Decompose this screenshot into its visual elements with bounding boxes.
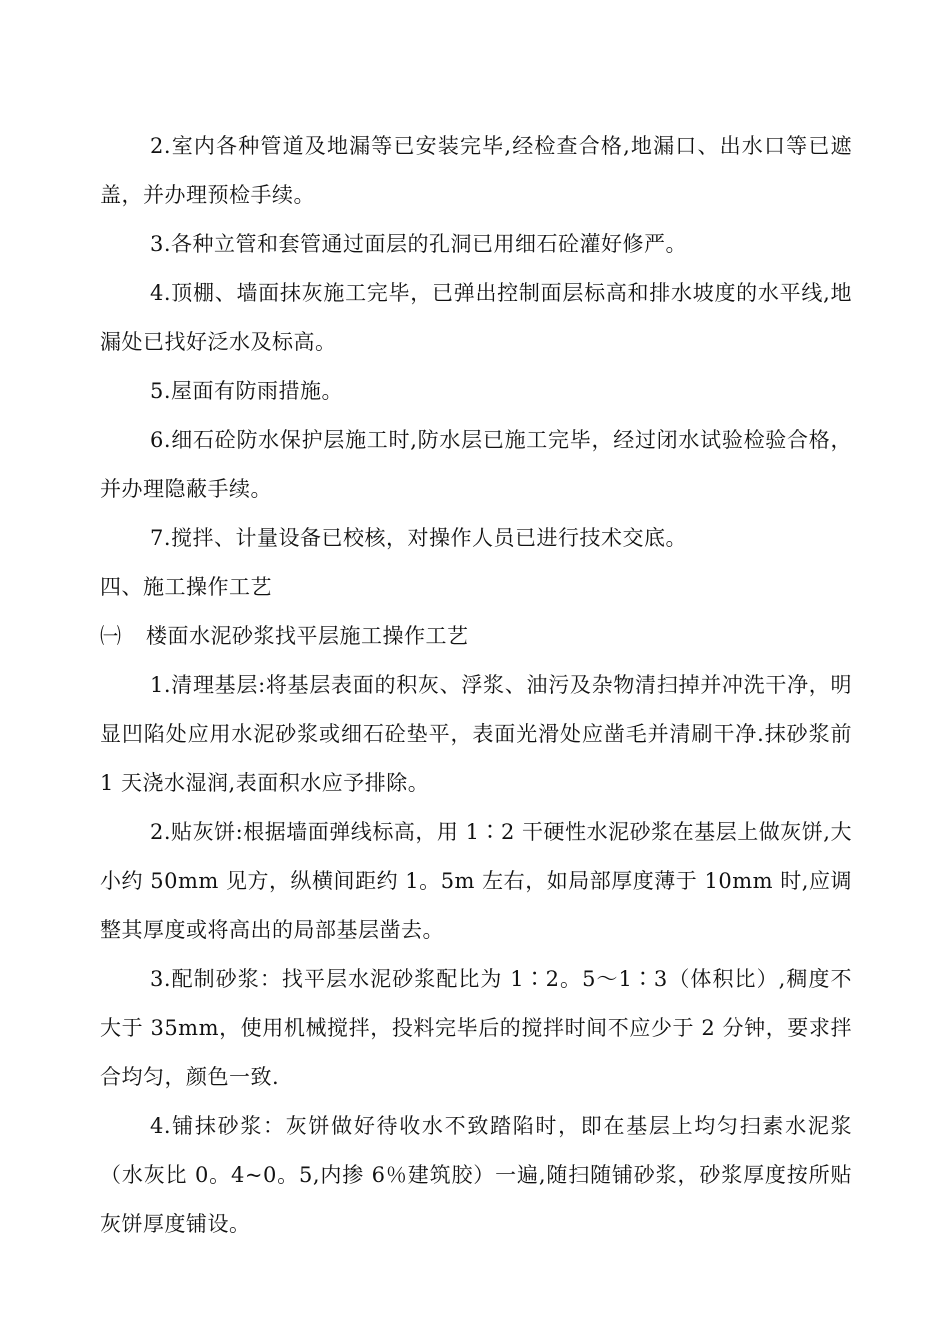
paragraph-step-1: 1.清理基层:将基层表面的积灰、浮浆、油污及杂物清扫掉并冲洗干净，明显凹陷处应用水泥砂浆或细石砼垫平，表面光滑处应凿毛并清刷干净.抹砂浆前 1 天浇水湿润,表面积水应予排除。: [100, 673, 852, 795]
paragraph-step-2: 2.贴灰饼:根据墙面弹线标高，用 1∶2 干硬性水泥砂浆在基层上做灰饼,大小约 50mm 见方，纵横间距约 1。5m 左右，如局部厚度薄于 10mm 时,应调整其厚度或将高出的局部基层凿去。: [100, 820, 852, 942]
subsection-title: 楼面水泥砂浆找平层施工操作工艺: [146, 624, 469, 648]
paragraph-prep-3: 3.各种立管和套管通过面层的孔洞已用细石砼灌好修严。: [150, 232, 688, 256]
document-body: [100, 122, 852, 1249]
paragraph-prep-2: 2.室内各种管道及地漏等已安装完毕,经检查合格,地漏口、出水口等已遮盖，并办理预检手续。: [100, 134, 852, 207]
subsection-heading: [100, 612, 852, 661]
paragraph-step-3: 3.配制砂浆：找平层水泥砂浆配比为 1∶2。5～1∶3（体积比）,稠度不大于 35mm，使用机械搅拌，投料完毕后的搅拌时间不应少于 2 分钟，要求拌合均匀，颜色一致.: [100, 967, 852, 1089]
paragraph-prep-4: 4.顶棚、墙面抹灰施工完毕，已弹出控制面层标高和排水坡度的水平线,地漏处已找好泛水及标高。: [100, 281, 852, 354]
paragraph-prep-7: 7.搅拌、计量设备已校核，对操作人员已进行技术交底。: [150, 526, 688, 550]
subsection-marker: ㈠: [100, 624, 122, 648]
paragraph-prep-5: 5.屋面有防雨措施。: [150, 379, 344, 403]
paragraph-step-4: 4.铺抹砂浆：灰饼做好待收水不致踏陷时，即在基层上均匀扫素水泥浆（水灰比 0。4~0。5,内掺 6％建筑胶）一遍,随扫随铺砂浆，砂浆厚度按所贴灰饼厚度铺设。: [100, 1114, 852, 1236]
section-heading: 四、施工操作工艺: [100, 575, 272, 599]
paragraph-prep-6: 6.细石砼防水保护层施工时,防水层已施工完毕，经过闭水试验检验合格，并办理隐蔽手续。: [100, 428, 852, 501]
